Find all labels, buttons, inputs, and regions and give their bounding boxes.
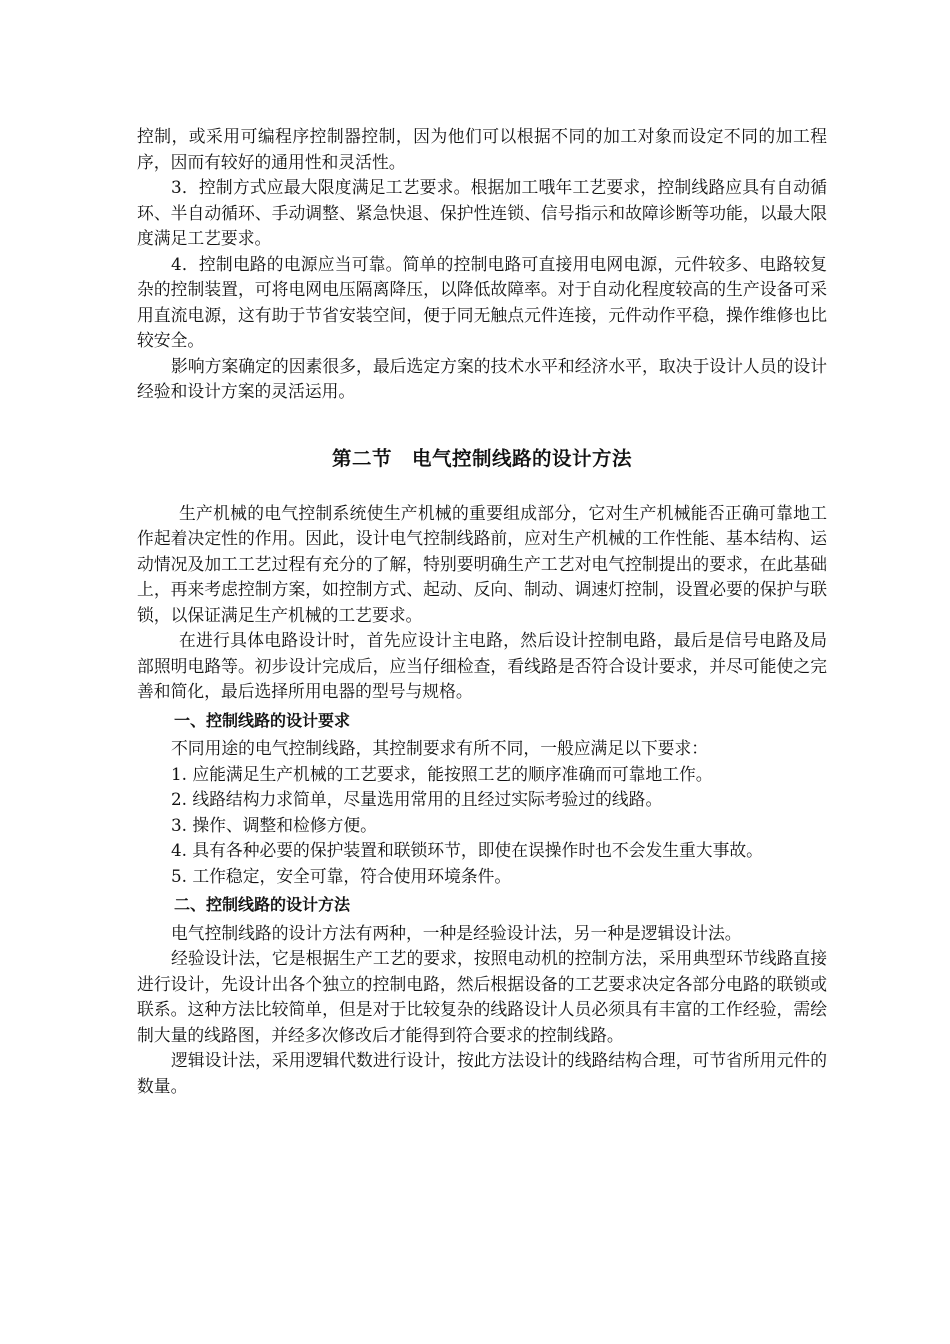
requirement-item-5: 5. 工作稳定，安全可靠，符合使用环境条件。 <box>171 865 512 886</box>
intro-paragraph-2: 在进行具体电路设计时，首先应设计主电路，然后设计控制电路，最后是信号电路及局部照明电路等。初步设计完成后，应当仔细检查，看线路是否符合设计要求，并尽可能使之完善和简化，最后选择所用电器的型号与规格。 <box>137 630 827 701</box>
methods-paragraph-1: 电气控制线路的设计方法有两种，一种是经验设计法，另一种是逻辑设计法。 <box>171 922 742 943</box>
page-content <box>137 124 827 1099</box>
requirements-lead: 不同用途的电气控制线路，其控制要求有所不同，一般应满足以下要求： <box>171 738 709 758</box>
requirement-item-1: 1. 应能满足生产机械的工艺要求，能按照工艺的顺序准确而可靠地工作。 <box>171 763 713 784</box>
requirement-item-4: 4. 具有各种必要的保护装置和联锁环节，即使在误操作时也不会发生重大事故。 <box>171 840 763 860</box>
subsection-title-requirements: 一、控制线路的设计要求 <box>174 710 351 730</box>
paragraph-continued: 控制，或采用可编程序控制器控制，因为他们可以根据不同的加工对象而设定不同的加工程序，因而有较好的通用性和灵活性。 <box>137 126 827 172</box>
paragraph-item-4: 4．控制电路的电源应当可靠。简单的控制电路可直接用电网电源，元件较多、电路较复杂的控制装置，可将电网电压隔离降压，以降低故障率。对于自动化程度较高的生产设备可采用直流电源，这有助于节省安装空间，便于同无触点元件连接，元件动作平稳，操作维修也比较安全。 <box>137 253 827 350</box>
requirement-item-3: 3. 操作、调整和检修方便。 <box>171 814 377 835</box>
paragraph-item-3: 3．控制方式应最大限度满足工艺要求。根据加工哦年工艺要求，控制线路应具有自动循环、半自动循环、手动调整、紧急快退、保护性连锁、信号指示和故障诊断等功能，以最大限度满足工艺要求。 <box>137 177 827 248</box>
paragraph-conclusion: 影响方案确定的因素很多，最后选定方案的技术水平和经济水平，取决于设计人员的设计经验和设计方案的灵活运用。 <box>137 355 827 401</box>
methods-paragraph-3: 逻辑设计法，采用逻辑代数进行设计，按此方法设计的线路结构合理，可节省所用元件的数量。 <box>137 1050 827 1096</box>
methods-paragraph-2: 经验设计法，它是根据生产工艺的要求，按照电动机的控制方法，采用典型环节线路直接进行设计，先设计出各个独立的控制电路，然后根据设备的工艺要求决定各部分电路的联锁或联系。这种方法比较简单，但是对于比较复杂的线路设计人员必须具有丰富的工作经验，需绘制大量的线路图，并经多次修改后才能得到符合要求的控制线路。 <box>137 948 827 1045</box>
section-title: 第二节 电气控制线路的设计方法 <box>331 446 632 470</box>
subsection-title-methods: 二、控制线路的设计方法 <box>174 895 351 914</box>
requirement-item-2: 2. 线路结构力求简单，尽量选用常用的且经过实际考验过的线路。 <box>171 789 663 809</box>
intro-paragraph-1: 生产机械的电气控制系统使生产机械的重要组成部分，它对生产机械能否正确可靠地工作起着决定性的作用。因此，设计电气控制线路前，应对生产机械的工作性能、基本结构、运动情况及加工工艺过程有充分的了解，特别要明确生产工艺对电气控制提出的要求，在此基础上，再来考虑控制方案，如控制方式、起动、反向、制动、调速灯控制，设置必要的保护与联锁，以保证满足生产机械的工艺要求。 <box>137 502 827 625</box>
